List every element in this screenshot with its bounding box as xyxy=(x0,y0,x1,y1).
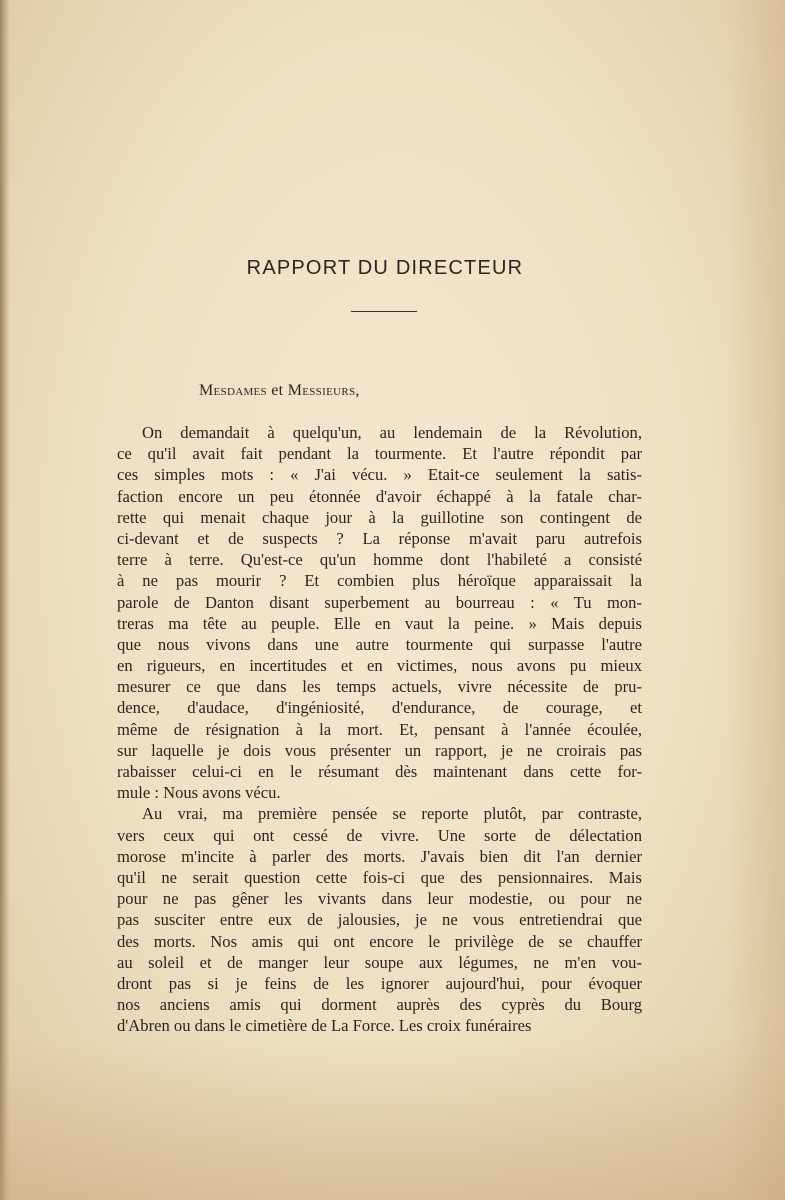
title-divider xyxy=(351,311,417,312)
text-line: en rigueurs, en incertitudes et en victimes, nous avons pu mieux xyxy=(117,656,642,676)
text-line: ces simples mots : « J'ai vécu. » Etait-ce seulement la satis- xyxy=(117,465,642,485)
text-line: que nous vivons dans une autre tourmente qui surpasse l'autre xyxy=(117,634,642,654)
paper-stain-right xyxy=(725,0,785,1200)
page-binding-edge xyxy=(0,0,10,1200)
text-line: au soleil et de manger leur soupe aux légumes, ne m'en vou- xyxy=(117,952,642,972)
text-line: Au vrai, ma première pensée se reporte plutôt, par contraste, xyxy=(142,804,642,824)
text-line: faction encore un peu étonnée d'avoir échappé à la fatale char- xyxy=(117,486,642,506)
text-line: sur laquelle je dois vous présenter un rapport, je ne croirais pas xyxy=(117,740,642,760)
text-line: vers ceux qui ont cessé de vivre. Une sorte de délectation xyxy=(117,825,642,845)
text-line: mesurer ce que dans les temps actuels, vivre nécessite de pru- xyxy=(117,677,642,697)
text-line: parole de Danton disant superbement au bourreau : « Tu mon- xyxy=(117,592,642,612)
paragraph xyxy=(117,422,642,803)
paper-stain-bottom xyxy=(0,1040,785,1200)
text-line: des morts. Nos amis qui ont encore le privilège de se chauffer xyxy=(117,931,642,951)
text-line: à ne pas mourir ? Et combien plus héroïque apparaissait la xyxy=(117,571,642,591)
text-line: mule : Nous avons vécu. xyxy=(117,783,281,803)
salutation-comma: , xyxy=(355,382,360,399)
body-text xyxy=(117,422,642,1036)
text-line: même de résignation à la mort. Et, pensant à l'année écoulée, xyxy=(117,719,642,739)
salutation-word-2: Messieurs xyxy=(287,382,356,399)
salutation-conjunction: et xyxy=(266,382,288,399)
salutation xyxy=(199,382,360,400)
text-line: treras ma tête au peuple. Elle en vaut la peine. » Mais depuis xyxy=(117,613,642,633)
text-line: On demandait à quelqu'un, au lendemain de la Révolution, xyxy=(142,423,642,442)
text-line: terre à terre. Qu'est-ce qu'un homme dont l'habileté a consisté xyxy=(117,550,642,570)
text-line: nos anciens amis qui dorment auprès des cyprès du Bourg xyxy=(117,995,642,1015)
text-line: morose m'incite à parler des morts. J'avais bien dit l'an dernier xyxy=(117,846,642,866)
text-line: pas susciter entre eux de jalousies, je ne vous entretiendrai que xyxy=(117,910,642,930)
salutation-word-1: Mesdames xyxy=(199,382,267,399)
page-title: RAPPORT DU DIRECTEUR xyxy=(246,257,524,279)
text-line: d'Abren ou dans le cimetière de La Force. Les croix funéraires xyxy=(117,1016,532,1036)
text-line: ci-devant et de suspects ? La réponse m'avait paru autrefois xyxy=(117,528,642,548)
text-line: rette qui menait chaque jour à la guillotine son contingent de xyxy=(117,507,642,527)
text-line: rabaisser celui-ci en le résumant dès maintenant dans cette for- xyxy=(117,762,642,781)
text-line: dront pas si je feins de les ignorer aujourd'hui, pour évoquer xyxy=(117,973,642,993)
text-line: ce qu'il avait fait pendant la tourmente. Et l'autre répondit par xyxy=(117,444,642,464)
text-line: dence, d'audace, d'ingéniosité, d'endurance, de courage, et xyxy=(117,698,642,718)
paragraph xyxy=(117,803,642,1036)
text-line: qu'il ne serait question cette fois-ci que des pensionnaires. Mais xyxy=(117,867,642,887)
text-line: pour ne pas gêner les vivants dans leur modestie, ou pour ne xyxy=(117,889,642,909)
